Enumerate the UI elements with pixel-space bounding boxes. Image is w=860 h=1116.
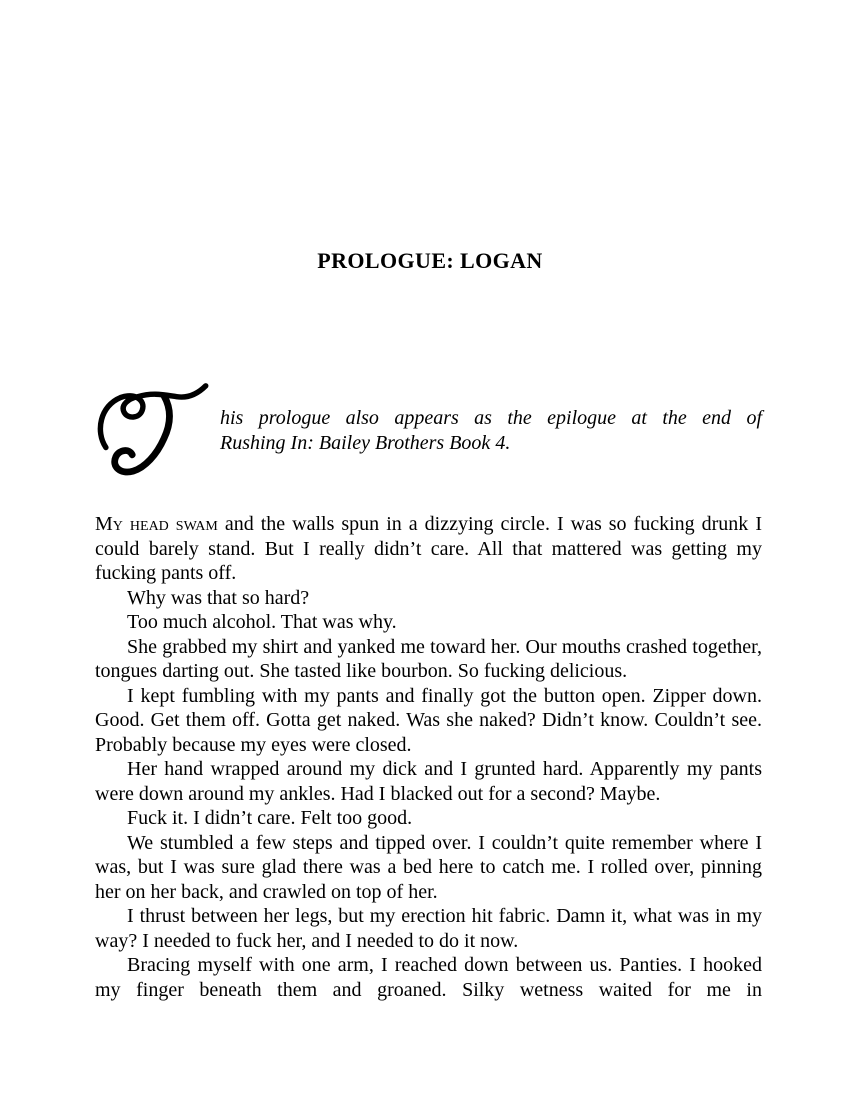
paragraph: Why was that so hard? bbox=[127, 586, 310, 609]
paragraph: I kept fumbling with my pants and finally got the button open. Zipper down. Good. Get them off. Gotta get naked. Was she naked? Didn’t know. Couldn’t see. Probably because my eyes were closed. bbox=[95, 684, 762, 756]
drop-cap bbox=[95, 380, 220, 484]
chapter-title: PROLOGUE: LOGAN bbox=[317, 248, 543, 273]
paragraph-opening bbox=[95, 512, 762, 586]
epigraph-line-1: his prologue also appears as the epilogue at the end of bbox=[220, 407, 762, 429]
paragraph: Fuck it. I didn’t care. Felt too good. bbox=[127, 807, 413, 829]
opening-small-caps: My head swam bbox=[95, 513, 218, 535]
body-text bbox=[95, 512, 762, 1002]
epigraph bbox=[95, 380, 762, 484]
paragraph: I thrust between her legs, but my erection hit fabric. Damn it, what was in my way? I needed to fuck her, and I needed to do it now. bbox=[95, 905, 762, 952]
drop-cap-letter bbox=[95, 484, 96, 485]
script-letter-t-icon bbox=[95, 382, 213, 484]
paragraph: She grabbed my shirt and yanked me toward her. Our mouths crashed together, tongues darting out. She tasted like bourbon. So fucking delicious. bbox=[95, 635, 762, 682]
paragraph-continues: Bracing myself with one arm, I reached down between us. Panties. I hooked my finger beneath them and groaned. Silky wetness waited for me in bbox=[95, 954, 762, 1001]
paragraph: Her hand wrapped around my dick and I grunted hard. Apparently my pants were down around my ankles. Had I blacked out for a second? Maybe. bbox=[95, 758, 762, 805]
opening-rest: and the walls spun in a dizzying circle. I was so fucking drunk I could barely stand. But I really didn’t care. All that mattered was getting my fucking pants off. bbox=[95, 513, 762, 584]
epigraph-line-2: Rushing In: Bailey Brothers Book 4. bbox=[220, 432, 511, 454]
paragraph: Too much alcohol. That was why. bbox=[127, 611, 397, 633]
epigraph-text bbox=[220, 406, 762, 484]
paragraph: We stumbled a few steps and tipped over. I couldn’t quite remember where I was, but I was sure glad there was a bed here to catch me. I rolled over, pinning her on her back, and crawled on top of her. bbox=[95, 831, 762, 903]
